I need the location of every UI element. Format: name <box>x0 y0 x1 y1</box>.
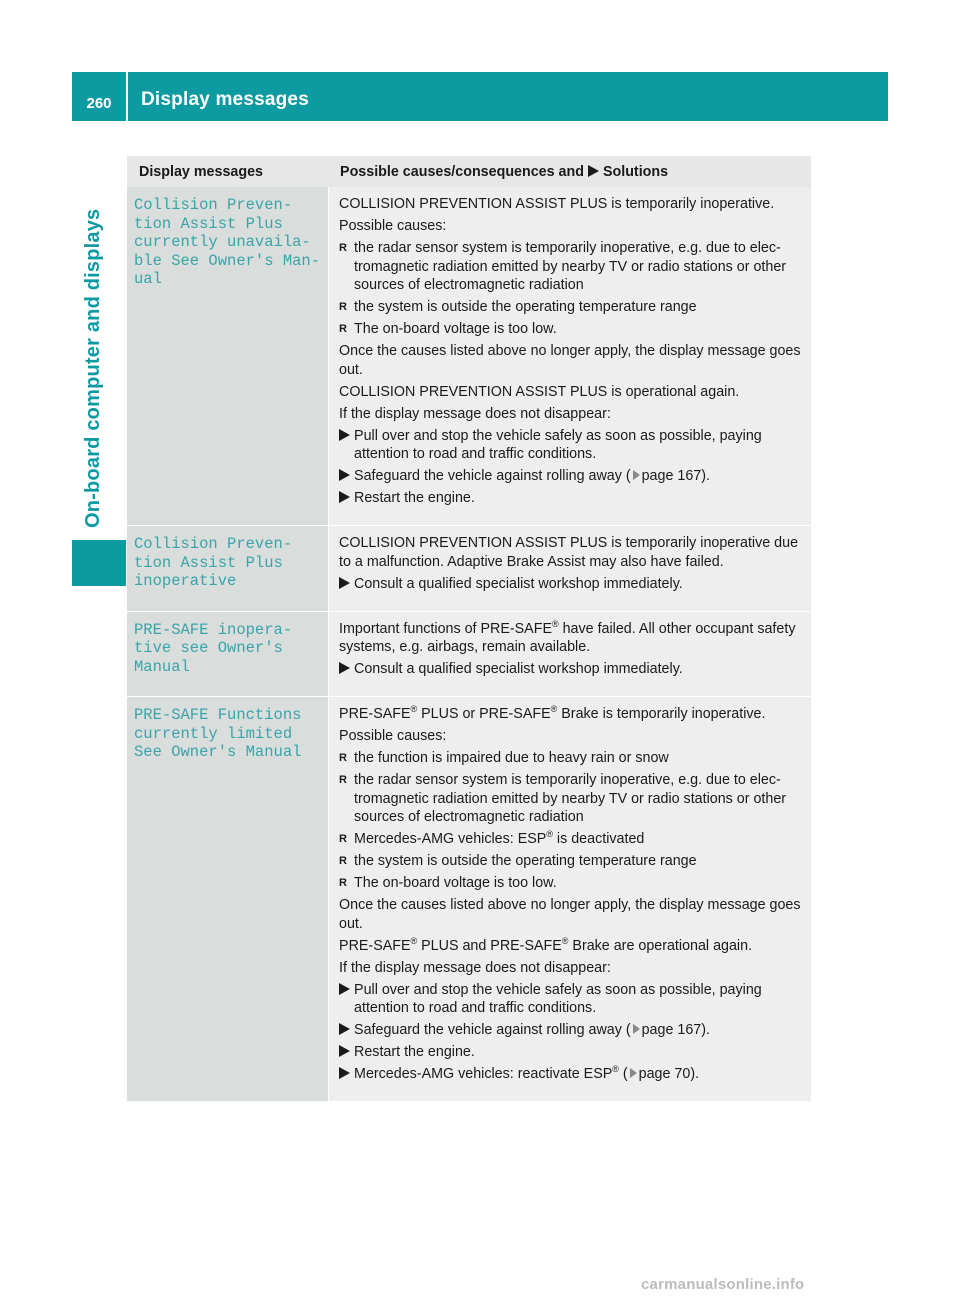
arrow-right-icon <box>339 660 350 679</box>
bullet-text: the radar sensor system is temporarily inoperative, e.g. due to elec-tromagnetic radiation emitted by nearby TV or radio stations or other sources of electromagnetic radiation <box>354 772 787 825</box>
paragraph <box>339 937 803 956</box>
paragraph <box>339 620 803 657</box>
step-item <box>339 981 803 1018</box>
section-title: Display messages <box>128 72 888 121</box>
arrow-right-icon <box>588 165 599 177</box>
column-header-solutions-post: Solutions <box>602 164 669 181</box>
registered-mark: ® <box>551 618 559 629</box>
step-text: Pull over and stop the vehicle safely as soon as possible, paying attention to road and traffic conditions. <box>354 427 762 462</box>
paragraph: If the display message does not disappear: <box>339 959 611 976</box>
step-item <box>339 427 803 464</box>
registered-mark: ® <box>561 935 569 946</box>
page-reference[interactable]: page 167). <box>641 1022 710 1038</box>
step-text: Consult a qualified specialist workshop immediately. <box>354 661 683 677</box>
bullet-item <box>339 852 803 871</box>
paragraph: If the display message does not disappear: <box>339 405 611 422</box>
step-text: Restart the engine. <box>354 1044 475 1060</box>
step-item <box>339 1065 803 1084</box>
text-fragment: have failed. All other occupant safety systems, e.g. airbags, remain available. <box>339 620 796 655</box>
arrow-right-icon <box>339 427 350 446</box>
arrow-right-icon <box>339 467 350 486</box>
step-text: Safeguard the vehicle against rolling away ( <box>354 468 631 484</box>
bullet-item <box>339 874 803 893</box>
bullet-item <box>339 749 803 768</box>
bullet-text: The on-board voltage is too low. <box>354 875 557 891</box>
text-fragment: Brake are operational again. <box>568 937 753 954</box>
page-ref-triangle-icon <box>633 470 640 480</box>
page-reference[interactable]: page 167). <box>641 468 710 484</box>
message-cell <box>127 612 328 698</box>
paragraph: COLLISION PREVENTION ASSIST PLUS is temporarily inoperative due to a malfunction. Adaptive Brake Assist may also have failed. <box>339 535 799 570</box>
arrow-right-icon <box>339 1065 350 1084</box>
bullet-R-icon: R <box>339 833 347 845</box>
page-reference[interactable]: page 70). <box>638 1066 700 1082</box>
arrow-right-icon <box>339 981 350 1000</box>
paragraph: COLLISION PREVENTION ASSIST PLUS is operational again. <box>339 383 740 400</box>
solution-cell <box>328 697 811 1102</box>
paragraph: Once the causes listed above no longer apply, the display message goes out. <box>339 897 801 932</box>
registered-mark: ® <box>612 1064 619 1075</box>
paragraph: Possible causes: <box>339 218 447 234</box>
bullet-item <box>339 771 803 827</box>
paragraph: COLLISION PREVENTION ASSIST PLUS is temporarily inoperative. <box>339 196 775 212</box>
table-row <box>127 187 811 526</box>
display-message-text: PRE-SAFE Functions currently limited See Owner's Manual <box>134 706 302 761</box>
display-message-text: Collision Preven‐ tion Assist Plus currently unavaila‐ ble See Owner's Man‐ ual <box>134 196 321 288</box>
column-header-messages: Display messages <box>127 156 328 187</box>
solution-cell <box>328 612 811 698</box>
bullet-item <box>339 830 803 849</box>
display-message-text: PRE-SAFE inopera‐ tive see Owner's Manual <box>134 620 293 676</box>
bullet-text: the system is outside the operating temperature range <box>354 853 697 869</box>
message-cell <box>127 526 328 612</box>
bullet-R-icon: R <box>339 752 347 764</box>
bullet-text: is deactivated <box>552 831 645 847</box>
step-item <box>339 489 803 508</box>
bullet-text: the system is outside the operating temperature range <box>354 299 697 315</box>
step-text: ( <box>618 1066 628 1082</box>
step-item <box>339 1021 803 1040</box>
step-item <box>339 467 803 486</box>
step-text: Safeguard the vehicle against rolling away ( <box>354 1022 631 1038</box>
text-fragment: PLUS and PRE-SAFE <box>417 937 562 954</box>
paragraph: Possible causes: <box>339 728 447 744</box>
arrow-right-icon <box>339 575 350 594</box>
arrow-right-icon <box>339 1021 350 1040</box>
bullet-text: Mercedes-AMG vehicles: ESP <box>354 831 547 847</box>
watermark: carmanualsonline.info <box>641 1276 805 1293</box>
step-text: Pull over and stop the vehicle safely as soon as possible, paying attention to road and traffic conditions. <box>354 981 762 1016</box>
paragraph <box>339 705 803 724</box>
arrow-right-icon <box>339 489 350 508</box>
message-cell <box>127 697 328 1102</box>
step-item <box>339 660 803 679</box>
text-fragment: PLUS or PRE-SAFE <box>417 706 551 722</box>
step-text: Mercedes-AMG vehicles: reactivate ESP <box>354 1066 613 1082</box>
bullet-item <box>339 298 803 317</box>
registered-mark: ® <box>546 829 553 840</box>
bullet-R-icon: R <box>339 877 347 889</box>
arrow-right-icon <box>339 1043 350 1062</box>
column-header-solutions-pre: Possible causes/consequences and <box>340 164 584 181</box>
side-tab-marker <box>72 540 126 586</box>
registered-mark: ® <box>410 935 418 946</box>
page-number: 260 <box>72 72 126 121</box>
table-row <box>127 526 811 612</box>
table-header-row <box>127 156 811 187</box>
step-text: Consult a qualified specialist workshop immediately. <box>354 575 683 592</box>
bullet-R-icon: R <box>339 774 347 786</box>
display-messages-table <box>127 156 811 1102</box>
message-cell <box>127 187 328 526</box>
text-fragment: PRE-SAFE <box>339 706 411 722</box>
registered-mark: ® <box>410 704 418 715</box>
bullet-R-icon: R <box>339 323 347 335</box>
bullet-item <box>339 320 803 339</box>
side-tab-label: On-board computer and displays <box>82 208 104 528</box>
step-text: Restart the engine. <box>354 490 475 506</box>
column-header-solutions <box>328 156 811 187</box>
bullet-R-icon: R <box>339 301 347 313</box>
table-row <box>127 612 811 698</box>
registered-mark: ® <box>550 704 558 715</box>
bullet-text: the function is impaired due to heavy rain or snow <box>354 750 669 766</box>
text-fragment: Brake is temporarily inoperative. <box>557 706 766 722</box>
bullet-text: the radar sensor system is temporarily inoperative, e.g. due to elec-tromagnetic radiation emitted by nearby TV or radio stations or other sources of electromagnetic radiation <box>354 240 787 293</box>
text-fragment: PRE-SAFE <box>339 937 411 954</box>
step-item <box>339 1043 803 1062</box>
text-fragment: Important functions of PRE-SAFE <box>339 620 552 637</box>
page-ref-triangle-icon <box>630 1068 637 1078</box>
page-ref-triangle-icon <box>633 1024 640 1034</box>
solution-cell <box>328 187 811 526</box>
table-row <box>127 697 811 1102</box>
bullet-R-icon: R <box>339 242 347 254</box>
bullet-R-icon: R <box>339 855 347 867</box>
solution-cell <box>328 526 811 612</box>
bullet-text: The on-board voltage is too low. <box>354 321 557 337</box>
paragraph: Once the causes listed above no longer apply, the display message goes out. <box>339 343 801 378</box>
display-message-text: Collision Preven‐ tion Assist Plus inoperative <box>134 535 293 590</box>
bullet-item <box>339 239 803 295</box>
step-item <box>339 575 803 594</box>
